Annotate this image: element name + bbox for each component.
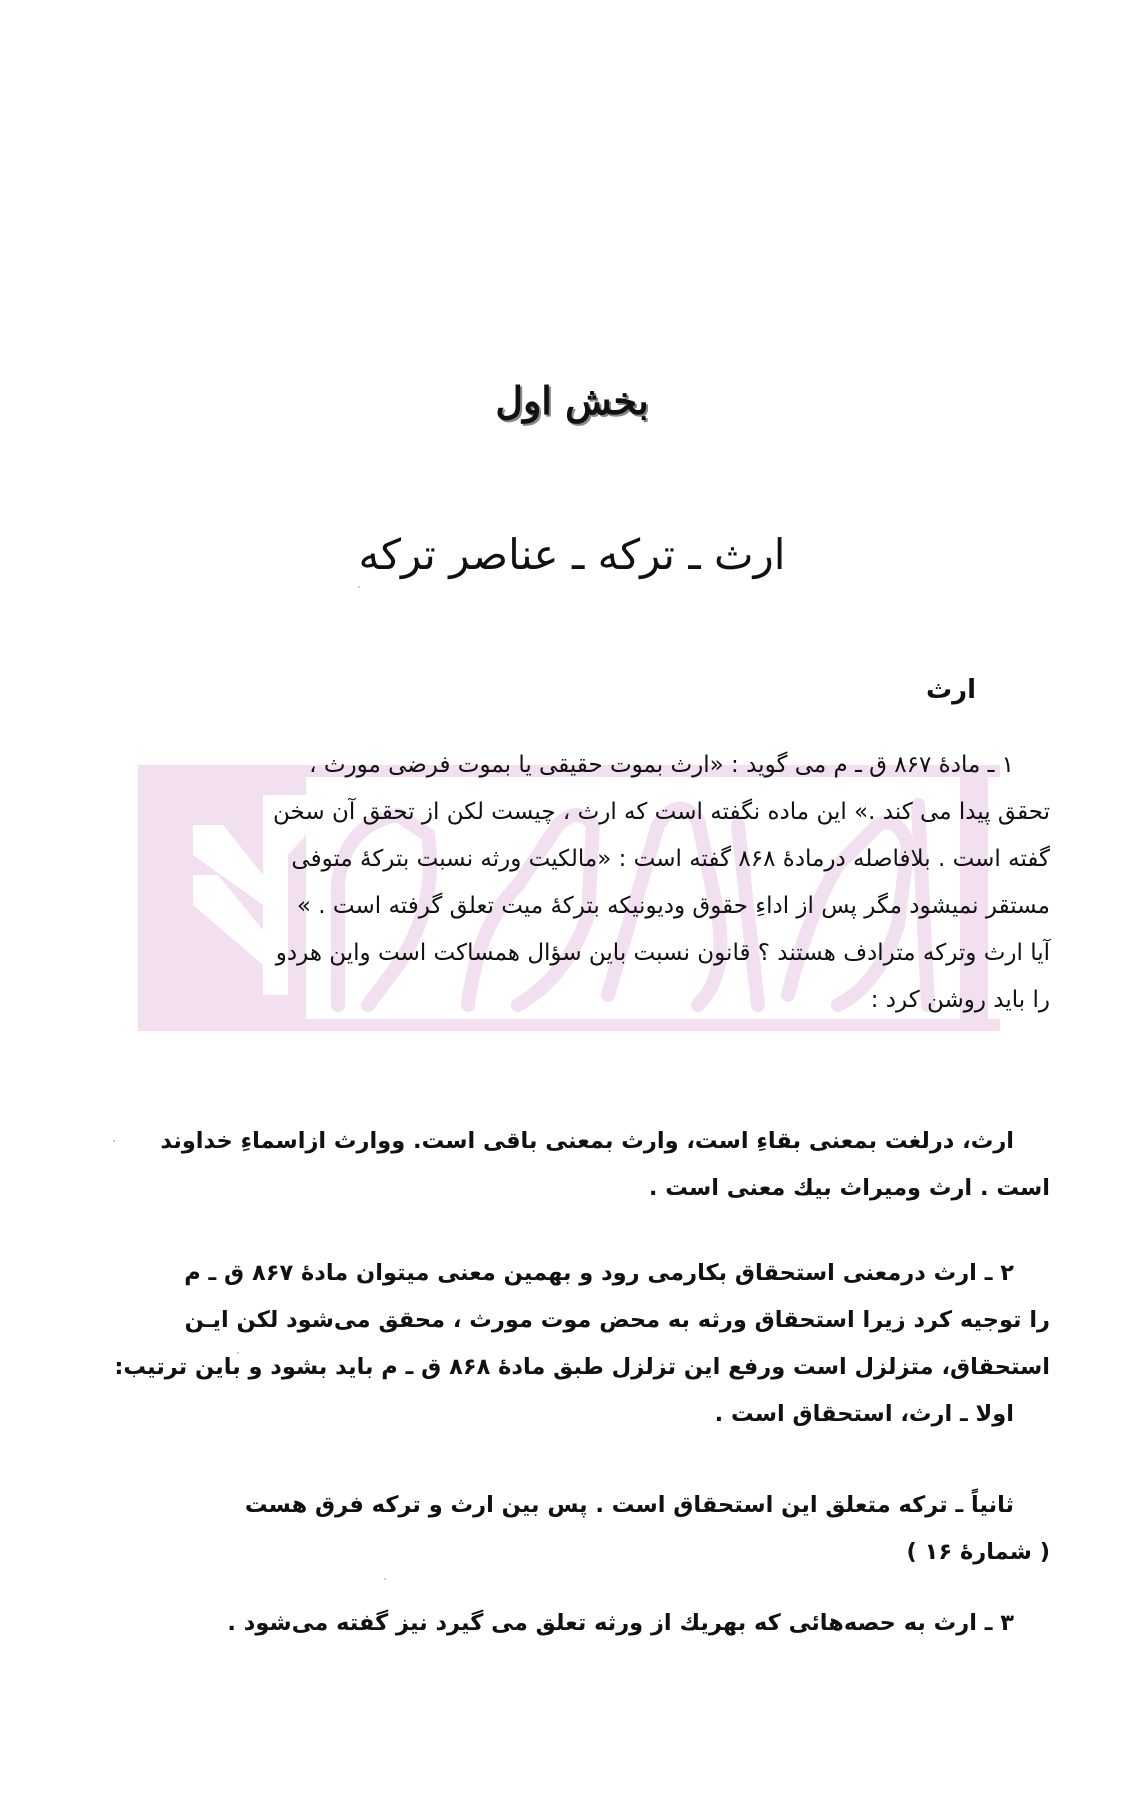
paragraph-line: ارث، درلغت بمعنی بقاءِ است، وارث بمعنی باقی است. ووارث ازاسماءِ خداوند <box>160 1128 1014 1154</box>
paragraph-3 <box>96 1250 1050 1438</box>
part-title: بخش اول <box>495 378 649 423</box>
paragraph-line: ۳ ـ ارث به حصه‌هائی که بهریك از ورثه تعلق می گیرد نیز گفته می‌شود . <box>227 1610 1014 1636</box>
paragraph-line: استحقاق، متزلزل است ورفع این تزلزل طبق مادهٔ ۸۶۸ ق ـ م باید بشود و باین ترتیب: <box>114 1354 1050 1380</box>
paragraph-line: ثانیاً ـ ترکه متعلق این استحقاق است . پس بین ارث و ترکه فرق هست <box>244 1492 1014 1518</box>
section-heading: ارث <box>925 675 976 705</box>
scan-speck <box>384 1578 386 1580</box>
paragraph-4 <box>96 1482 1050 1576</box>
paragraph-line: ۱ ـ مادهٔ ۸۶۷ ق ـ م می گوید : «ارث بموت حقیقی یا بموت فرضی مورث ، <box>309 752 1014 778</box>
paragraph-5 <box>96 1600 1050 1647</box>
paragraph-line: اولا ـ ارث، استحقاق است . <box>714 1401 1014 1427</box>
chapter-title: ارث ـ ترکه ـ عناصر ترکه <box>358 530 786 579</box>
paragraph-line: را توجیه کرد زیرا استحقاق ورثه به محض موت مورث ، محقق می‌شود لکن ایـن <box>184 1307 1050 1333</box>
paragraph-line: گفته است . بلافاصله درمادهٔ ۸۶۸ گفته است : «مالکیت ورثه نسبت بترکهٔ متوفی <box>291 846 1050 872</box>
paragraph-line: است . ارث ومیراث بیك معنی است . <box>648 1175 1050 1201</box>
paragraph-line: آیا ارث وترکه مترادف هستند ؟ قانون نسبت باین سؤال همساکت است واین هردو <box>275 940 1050 966</box>
paragraph-line: ( شمارهٔ ۱۶ ) <box>906 1539 1050 1565</box>
paragraph-1 <box>96 742 1050 1024</box>
paragraph-line: مستقر نمیشود مگر پس از اداءِ حقوق ودیونیکه بترکهٔ میت تعلق گرفته است . » <box>296 893 1050 919</box>
scan-speck <box>358 586 360 588</box>
paragraph-line: ۲ ـ ارث درمعنی استحقاق بکارمی رود و بهمین معنی میتوان مادهٔ ۸۶۷ ق ـ م <box>184 1260 1014 1286</box>
paragraph-2 <box>96 1118 1050 1212</box>
paragraph-line: تحقق پیدا می کند .» این ماده نگفته است که ارث ، چیست لکن از تحقق آن سخن <box>273 799 1050 825</box>
paragraph-line: را باید روشن کرد : <box>870 987 1050 1013</box>
